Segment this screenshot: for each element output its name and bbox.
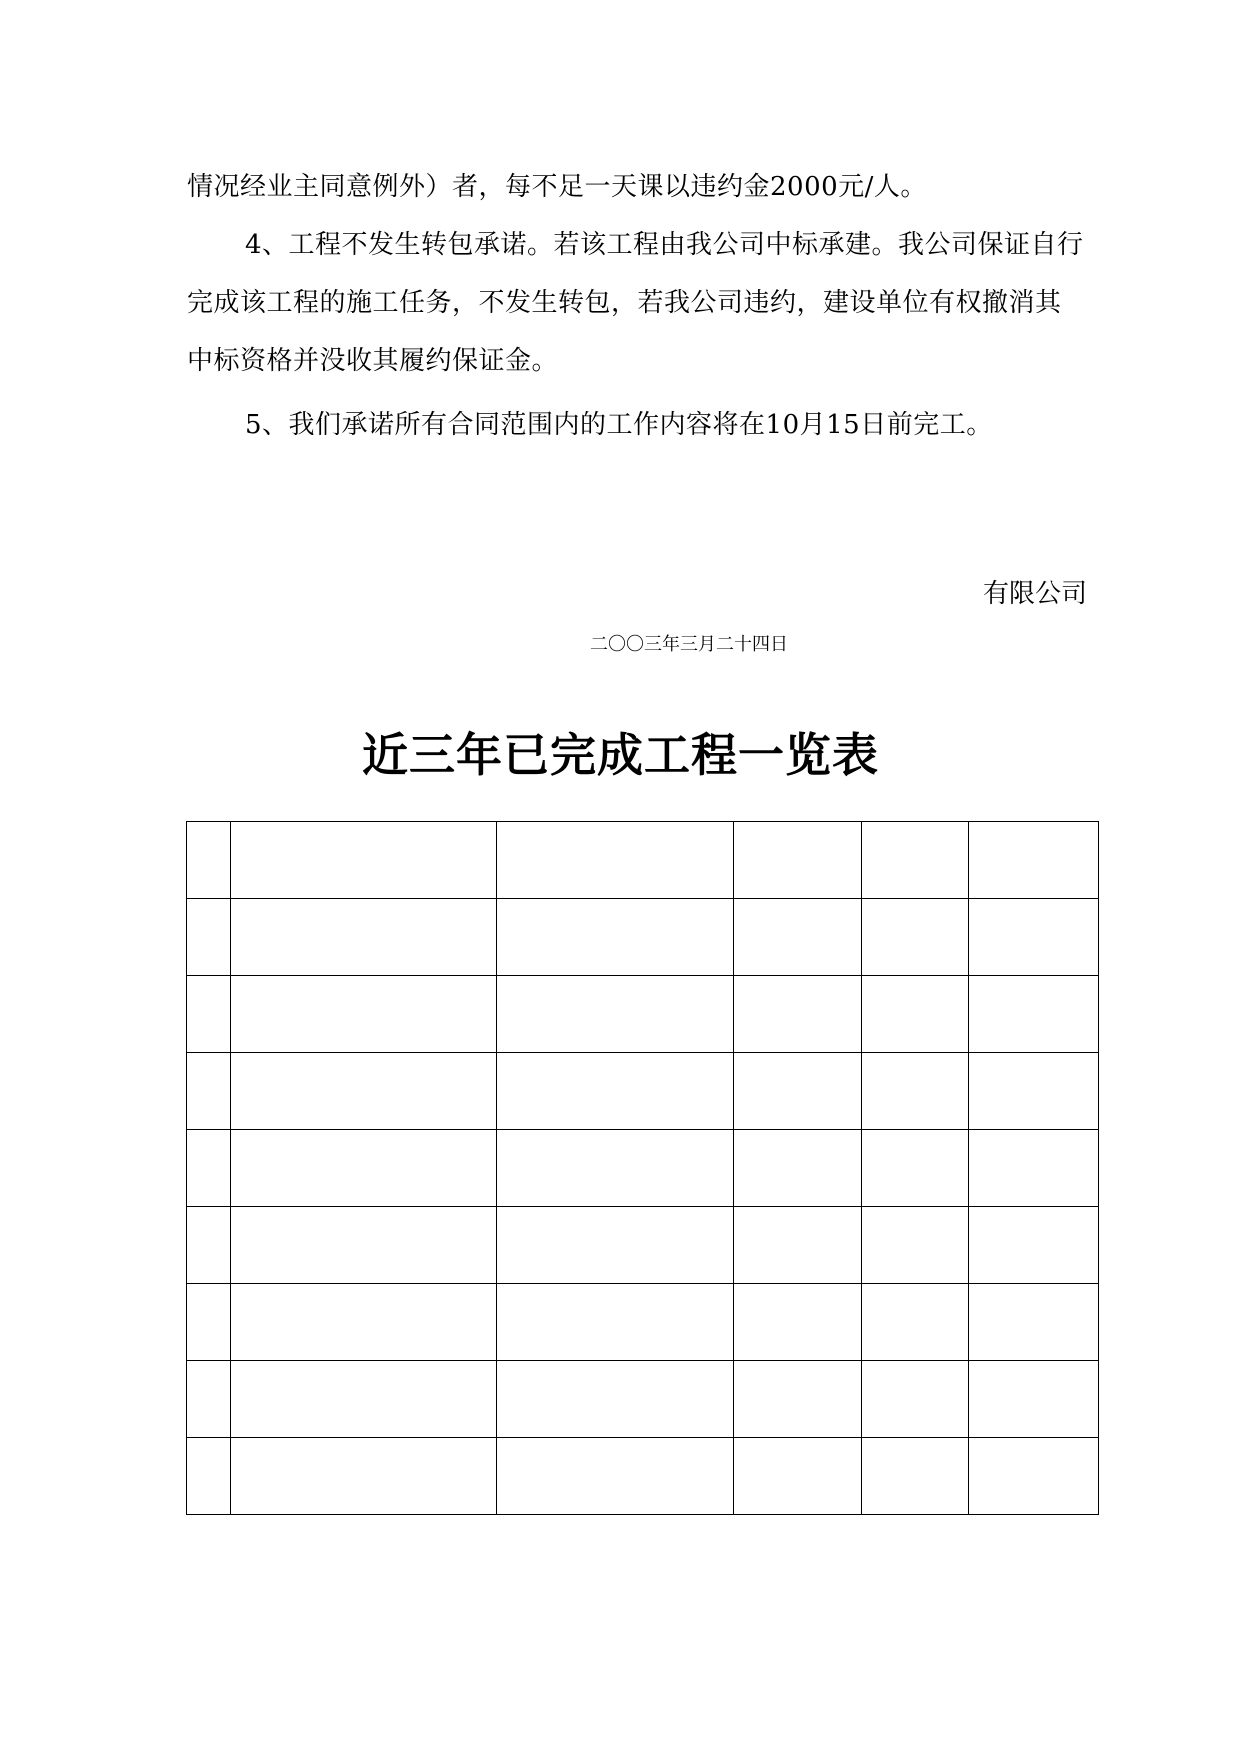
table-cell: [734, 1207, 862, 1284]
table-cell: [231, 1361, 497, 1438]
table-cell: [231, 1207, 497, 1284]
table-cell: [862, 1053, 969, 1130]
table-cell: [862, 1361, 969, 1438]
table-cell: [862, 822, 969, 899]
paragraph-no-subcontract-commitment: 4、工程不发生转包承诺。若该工程由我公司中标承建。我公司保证自行完成该工程的施工任务，不发生转包，若我公司违约，建设单位有权撤消其中标资格并没收其履约保证金。: [187, 230, 1084, 376]
table-cell: [187, 1438, 231, 1515]
table-cell: [734, 976, 862, 1053]
table-cell: [497, 1130, 734, 1207]
table-cell: [969, 1207, 1099, 1284]
table-cell: [187, 1130, 231, 1207]
table-cell: [862, 899, 969, 976]
table-cell: [231, 1053, 497, 1130]
table-cell: [497, 899, 734, 976]
table-cell: [734, 1438, 862, 1515]
table-row: [187, 976, 1099, 1053]
table-row: [187, 1207, 1099, 1284]
table-cell: [969, 1361, 1099, 1438]
table-cell: [187, 822, 231, 899]
table-row: [187, 899, 1099, 976]
table-cell: [187, 1361, 231, 1438]
table-cell: [497, 822, 734, 899]
table-title: 近三年已完成工程一览表: [362, 728, 879, 782]
table-cell: [734, 822, 862, 899]
table-cell: [497, 976, 734, 1053]
table-cell: [231, 1284, 497, 1361]
table-cell: [231, 1438, 497, 1515]
table-cell: [497, 1438, 734, 1515]
paragraph-completion-commitment: 5、我们承诺所有合同范围内的工作内容将在10月15日前完工。: [245, 410, 993, 440]
table-cell: [862, 976, 969, 1053]
table-cell: [187, 976, 231, 1053]
table-cell: [969, 822, 1099, 899]
table-cell: [231, 976, 497, 1053]
table-cell: [497, 1361, 734, 1438]
table-cell: [497, 1284, 734, 1361]
table-row: [187, 822, 1099, 899]
table-row: [187, 1130, 1099, 1207]
table-cell: [969, 899, 1099, 976]
table-cell: [862, 1207, 969, 1284]
table-cell: [862, 1438, 969, 1515]
table-cell: [969, 1053, 1099, 1130]
signature-date: 二〇〇三年三月二十四日: [590, 634, 788, 655]
table-row: [187, 1053, 1099, 1130]
table-cell: [862, 1284, 969, 1361]
table-cell: [187, 1207, 231, 1284]
paragraph-penalty-clause: 情况经业主同意例外）者，每不足一天课以违约金2000元/人。: [187, 172, 927, 202]
table-row: [187, 1284, 1099, 1361]
table-cell: [969, 1130, 1099, 1207]
table-cell: [231, 1130, 497, 1207]
table-cell: [231, 899, 497, 976]
table-row: [187, 1438, 1099, 1515]
table-cell: [497, 1053, 734, 1130]
table-cell: [969, 1284, 1099, 1361]
table-row: [187, 1361, 1099, 1438]
table-cell: [734, 1053, 862, 1130]
signature-company: 有限公司: [982, 579, 1087, 609]
table-cell: [187, 1284, 231, 1361]
table-cell: [497, 1207, 734, 1284]
table-cell: [231, 822, 497, 899]
table-cell: [187, 1053, 231, 1130]
table-cell: [734, 899, 862, 976]
table-cell: [187, 899, 231, 976]
table-cell: [969, 1438, 1099, 1515]
table-cell: [734, 1361, 862, 1438]
table-cell: [734, 1284, 862, 1361]
completed-projects-table: [186, 821, 1099, 1515]
table-cell: [862, 1130, 969, 1207]
table-cell: [734, 1130, 862, 1207]
table-cell: [969, 976, 1099, 1053]
